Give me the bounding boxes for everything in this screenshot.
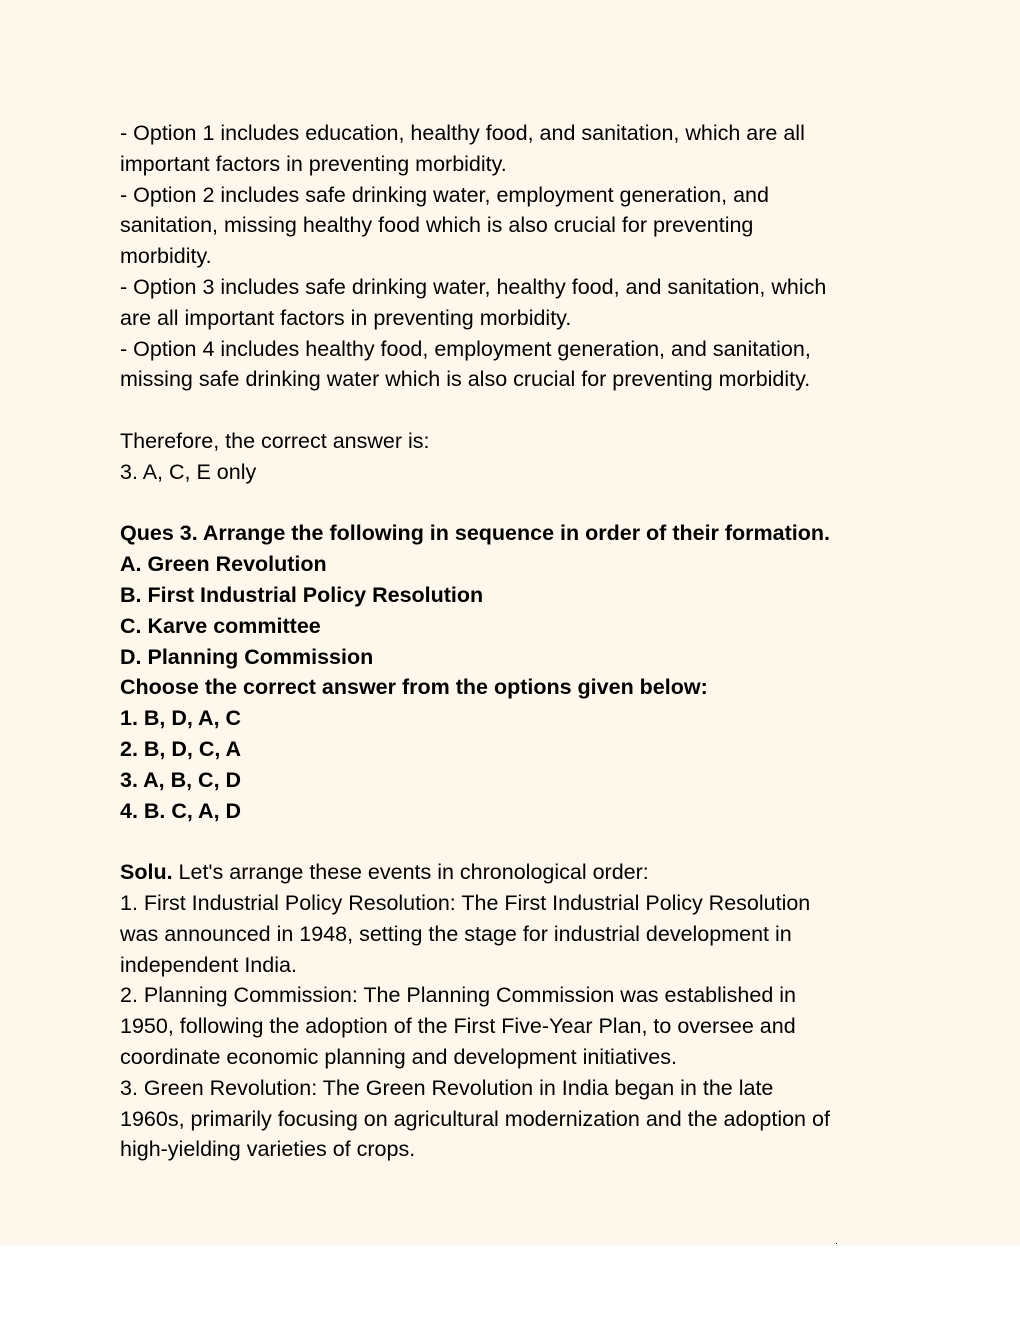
- solution-line: 1950, following the adoption of the First Five-Year Plan, to oversee and: [120, 1014, 796, 1039]
- solution-line: - Option 2 includes safe drinking water, employment generation, and: [120, 182, 769, 207]
- solution-line: 1. First Industrial Policy Resolution: The First Industrial Policy Resolution: [120, 890, 811, 915]
- spacer: [120, 395, 900, 426]
- answer-option: 4. B. C, A, D: [120, 798, 242, 823]
- question-item: B. First Industrial Policy Resolution: [120, 582, 484, 607]
- solution-line: 2. Planning Commission: The Planning Commission was established in: [120, 983, 796, 1008]
- spacer: [120, 488, 900, 519]
- solution-line: sanitation, missing healthy food which is also crucial for preventing: [120, 213, 754, 238]
- question-item: A. Green Revolution: [120, 552, 327, 577]
- solution-line: important factors in preventing morbidity.: [120, 151, 507, 176]
- solution-line: - Option 4 includes healthy food, employment generation, and sanitation,: [120, 336, 811, 361]
- page-artifact-dot: [836, 1243, 837, 1244]
- solution-line: missing safe drinking water which is also crucial for preventing morbidity.: [120, 367, 811, 392]
- question-3: [120, 518, 900, 826]
- previous-solution: [120, 118, 900, 488]
- solution-line: 3. Green Revolution: The Green Revolution in India began in the late: [120, 1075, 774, 1100]
- solution-line: - Option 1 includes education, healthy food, and sanitation, which are all: [120, 121, 805, 145]
- solution-line: was announced in 1948, setting the stage for industrial development in: [120, 921, 792, 946]
- answer-option: 3. A, B, C, D: [120, 767, 242, 792]
- solution-line: morbidity.: [120, 244, 212, 269]
- question-item: C. Karve committee: [120, 613, 321, 638]
- conclusion-text: Therefore, the correct answer is:: [120, 428, 430, 453]
- solution-intro-text: Let's arrange these events in chronological order:: [172, 860, 649, 885]
- solution-line: are all important factors in preventing morbidity.: [120, 305, 572, 330]
- solution-line: 1960s, primarily focusing on agricultural modernization and the adoption of: [120, 1106, 830, 1131]
- solution-3: [120, 857, 900, 1165]
- answer-option: 2. B, D, C, A: [120, 736, 242, 761]
- question-title: Ques 3. Arrange the following in sequence in order of their formation.: [120, 521, 830, 546]
- question-item: D. Planning Commission: [120, 644, 374, 669]
- question-prompt: Choose the correct answer from the options given below:: [120, 675, 708, 700]
- solution-line: independent India.: [120, 952, 297, 977]
- solution-line: - Option 3 includes safe drinking water, healthy food, and sanitation, which: [120, 274, 827, 299]
- answer-text: 3. A, C, E only: [120, 459, 257, 484]
- solution-line: high-yielding varieties of crops.: [120, 1137, 416, 1162]
- solution-intro: [120, 857, 900, 888]
- answer-option: 1. B, D, A, C: [120, 706, 242, 731]
- solution-line: coordinate economic planning and development initiatives.: [120, 1044, 677, 1069]
- document-content: [120, 118, 900, 1165]
- spacer: [120, 826, 900, 857]
- solution-label: Solu.: [120, 860, 173, 885]
